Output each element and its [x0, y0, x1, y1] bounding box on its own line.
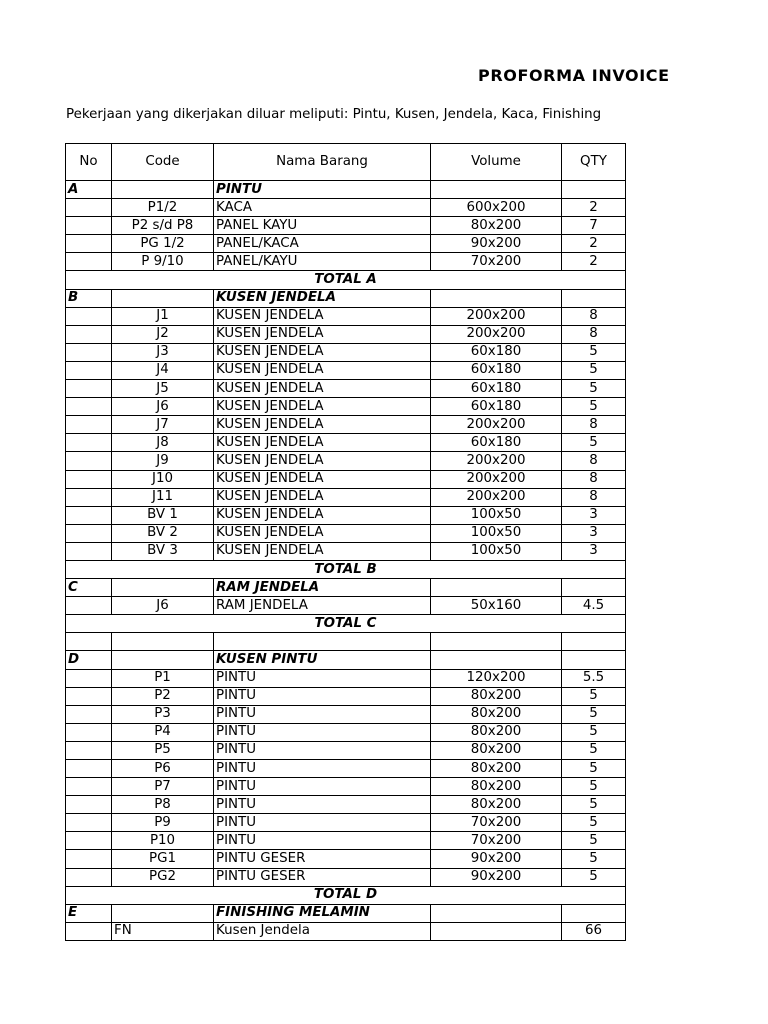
blank-row: [66, 633, 626, 651]
item-no: [66, 850, 112, 868]
table-row: [66, 868, 626, 886]
item-name: PINTU: [214, 832, 431, 850]
table-row: [66, 850, 626, 868]
item-code: J8: [112, 434, 214, 452]
blank-cell: [431, 633, 562, 651]
item-no: [66, 253, 112, 271]
table-row: [66, 380, 626, 398]
item-name: KUSEN JENDELA: [214, 470, 431, 488]
table-row: [66, 922, 626, 940]
item-no: [66, 868, 112, 886]
table-row: [66, 217, 626, 235]
total-row-c: [66, 615, 626, 633]
header-volume: Volume: [431, 144, 562, 181]
table-row: [66, 325, 626, 343]
item-code: J10: [112, 470, 214, 488]
item-code: P10: [112, 832, 214, 850]
item-name: KUSEN JENDELA: [214, 307, 431, 325]
item-qty: 5: [562, 868, 626, 886]
item-code: P9: [112, 814, 214, 832]
item-volume: 100x50: [431, 542, 562, 560]
section-row-e: [66, 904, 626, 922]
item-name: PANEL KAYU: [214, 217, 431, 235]
section-qty-empty: [562, 181, 626, 199]
item-volume: 80x200: [431, 687, 562, 705]
item-no: [66, 235, 112, 253]
table-row: [66, 452, 626, 470]
item-no: [66, 217, 112, 235]
item-code: P8: [112, 796, 214, 814]
item-name: KUSEN JENDELA: [214, 524, 431, 542]
item-code: PG2: [112, 868, 214, 886]
item-code: P1/2: [112, 199, 214, 217]
section-row-b: [66, 289, 626, 307]
section-qty-empty: [562, 289, 626, 307]
table-row: [66, 235, 626, 253]
item-code: BV 1: [112, 506, 214, 524]
item-code: J7: [112, 416, 214, 434]
item-code: FN: [112, 922, 214, 940]
item-name: KUSEN JENDELA: [214, 343, 431, 361]
item-code: P3: [112, 705, 214, 723]
total-label: TOTAL D: [66, 886, 626, 904]
item-volume: 80x200: [431, 760, 562, 778]
item-qty: 5: [562, 796, 626, 814]
item-volume: 100x50: [431, 524, 562, 542]
section-name: KUSEN PINTU: [214, 651, 431, 669]
item-qty: 5: [562, 705, 626, 723]
item-code: BV 3: [112, 542, 214, 560]
item-volume: 90x200: [431, 235, 562, 253]
item-code: P6: [112, 760, 214, 778]
section-name: RAM JENDELA: [214, 579, 431, 597]
item-no: [66, 524, 112, 542]
total-row-d: [66, 886, 626, 904]
item-volume: 90x200: [431, 850, 562, 868]
item-volume: 50x160: [431, 597, 562, 615]
item-qty: 2: [562, 235, 626, 253]
item-no: [66, 470, 112, 488]
table-body: [66, 181, 626, 941]
item-volume: 70x200: [431, 832, 562, 850]
item-volume: 60x180: [431, 398, 562, 416]
table-row: [66, 470, 626, 488]
blank-cell: [214, 633, 431, 651]
item-qty: 3: [562, 542, 626, 560]
item-qty: 8: [562, 488, 626, 506]
item-volume: 80x200: [431, 217, 562, 235]
item-code: J1: [112, 307, 214, 325]
item-qty: 3: [562, 524, 626, 542]
section-letter: B: [66, 289, 112, 307]
section-qty-empty: [562, 651, 626, 669]
section-code-empty: [112, 651, 214, 669]
item-name: KUSEN JENDELA: [214, 398, 431, 416]
item-name: PINTU GESER: [214, 868, 431, 886]
item-volume: 120x200: [431, 669, 562, 687]
item-volume: 600x200: [431, 199, 562, 217]
table-row: [66, 524, 626, 542]
item-volume: 80x200: [431, 796, 562, 814]
item-no: [66, 705, 112, 723]
item-no: [66, 380, 112, 398]
item-qty: 5: [562, 778, 626, 796]
item-no: [66, 778, 112, 796]
item-no: [66, 796, 112, 814]
table-row: [66, 307, 626, 325]
section-code-empty: [112, 289, 214, 307]
item-no: [66, 488, 112, 506]
section-letter: D: [66, 651, 112, 669]
item-no: [66, 597, 112, 615]
item-name: KUSEN JENDELA: [214, 506, 431, 524]
item-no: [66, 922, 112, 940]
item-volume: 200x200: [431, 325, 562, 343]
page-title: PROFORMA INVOICE: [478, 66, 670, 85]
invoice-table: [65, 143, 626, 941]
item-volume: 70x200: [431, 814, 562, 832]
item-qty: 8: [562, 416, 626, 434]
item-code: P 9/10: [112, 253, 214, 271]
total-row-b: [66, 560, 626, 578]
item-name: RAM JENDELA: [214, 597, 431, 615]
intro-text: Pekerjaan yang dikerjakan diluar meliputi: Pintu, Kusen, Jendela, Kaca, Finishing: [66, 107, 602, 122]
section-code-empty: [112, 904, 214, 922]
item-qty: 5: [562, 343, 626, 361]
item-qty: 8: [562, 307, 626, 325]
header-qty: QTY: [562, 144, 626, 181]
table-row: [66, 542, 626, 560]
item-no: [66, 325, 112, 343]
item-name: KUSEN JENDELA: [214, 416, 431, 434]
item-qty: 5: [562, 741, 626, 759]
item-no: [66, 669, 112, 687]
header-name: Nama Barang: [214, 144, 431, 181]
table-row: [66, 741, 626, 759]
item-code: P1: [112, 669, 214, 687]
item-volume: 60x180: [431, 343, 562, 361]
item-name: PINTU: [214, 741, 431, 759]
item-qty: 5: [562, 850, 626, 868]
item-code: J4: [112, 361, 214, 379]
item-name: PANEL/KAYU: [214, 253, 431, 271]
item-qty: 66: [562, 922, 626, 940]
item-code: J3: [112, 343, 214, 361]
table-row: [66, 434, 626, 452]
section-letter: E: [66, 904, 112, 922]
item-name: KUSEN JENDELA: [214, 361, 431, 379]
table-row: [66, 778, 626, 796]
item-qty: 5: [562, 814, 626, 832]
item-qty: 5: [562, 723, 626, 741]
item-name: PINTU: [214, 760, 431, 778]
section-code-empty: [112, 579, 214, 597]
table-row: [66, 832, 626, 850]
item-volume: 200x200: [431, 488, 562, 506]
blank-cell: [562, 633, 626, 651]
section-volume-empty: [431, 904, 562, 922]
table-row: [66, 361, 626, 379]
item-name: PINTU GESER: [214, 850, 431, 868]
item-code: J9: [112, 452, 214, 470]
section-letter: A: [66, 181, 112, 199]
item-no: [66, 687, 112, 705]
table-row: [66, 760, 626, 778]
section-name: FINISHING MELAMIN: [214, 904, 431, 922]
item-name: KUSEN JENDELA: [214, 488, 431, 506]
item-volume: 70x200: [431, 253, 562, 271]
table-row: [66, 796, 626, 814]
item-no: [66, 307, 112, 325]
item-name: PINTU: [214, 705, 431, 723]
item-name: PINTU: [214, 669, 431, 687]
item-qty: 2: [562, 199, 626, 217]
item-volume: 200x200: [431, 452, 562, 470]
header-row: [66, 144, 626, 181]
header-no: No: [66, 144, 112, 181]
section-row-d: [66, 651, 626, 669]
item-qty: 3: [562, 506, 626, 524]
item-code: BV 2: [112, 524, 214, 542]
table-row: [66, 398, 626, 416]
item-volume: 60x180: [431, 434, 562, 452]
item-qty: 5: [562, 434, 626, 452]
total-label: TOTAL B: [66, 560, 626, 578]
item-name: PINTU: [214, 687, 431, 705]
item-no: [66, 506, 112, 524]
table-row: [66, 199, 626, 217]
item-code: J2: [112, 325, 214, 343]
item-name: KUSEN JENDELA: [214, 434, 431, 452]
item-no: [66, 741, 112, 759]
total-row-a: [66, 271, 626, 289]
table-row: [66, 705, 626, 723]
table-row: [66, 687, 626, 705]
item-volume: 80x200: [431, 705, 562, 723]
item-code: J5: [112, 380, 214, 398]
item-no: [66, 434, 112, 452]
item-name: KACA: [214, 199, 431, 217]
item-qty: 5: [562, 687, 626, 705]
item-qty: 4.5: [562, 597, 626, 615]
item-volume: 90x200: [431, 868, 562, 886]
item-code: PG1: [112, 850, 214, 868]
table-row: [66, 253, 626, 271]
item-qty: 8: [562, 325, 626, 343]
table-row: [66, 597, 626, 615]
item-name: PANEL/KACA: [214, 235, 431, 253]
item-volume: 60x180: [431, 380, 562, 398]
item-volume: 100x50: [431, 506, 562, 524]
item-name: PINTU: [214, 796, 431, 814]
table-row: [66, 506, 626, 524]
item-code: P4: [112, 723, 214, 741]
table-row: [66, 723, 626, 741]
item-code: PG 1/2: [112, 235, 214, 253]
blank-cell: [112, 633, 214, 651]
item-no: [66, 814, 112, 832]
section-volume-empty: [431, 651, 562, 669]
total-label: TOTAL A: [66, 271, 626, 289]
item-volume: 200x200: [431, 470, 562, 488]
item-qty: 5: [562, 398, 626, 416]
item-volume: 200x200: [431, 307, 562, 325]
item-qty: 5: [562, 760, 626, 778]
item-code: P2 s/d P8: [112, 217, 214, 235]
section-qty-empty: [562, 579, 626, 597]
item-code: P2: [112, 687, 214, 705]
table-row: [66, 343, 626, 361]
section-row-c: [66, 579, 626, 597]
table-row: [66, 488, 626, 506]
table-row: [66, 814, 626, 832]
section-volume-empty: [431, 181, 562, 199]
item-name: KUSEN JENDELA: [214, 452, 431, 470]
item-name: KUSEN JENDELA: [214, 542, 431, 560]
item-no: [66, 832, 112, 850]
item-volume: [431, 922, 562, 940]
item-no: [66, 452, 112, 470]
item-code: P7: [112, 778, 214, 796]
item-volume: 200x200: [431, 416, 562, 434]
item-volume: 80x200: [431, 778, 562, 796]
item-volume: 80x200: [431, 741, 562, 759]
total-label: TOTAL C: [66, 615, 626, 633]
item-no: [66, 416, 112, 434]
item-code: P5: [112, 741, 214, 759]
item-name: PINTU: [214, 778, 431, 796]
item-name: KUSEN JENDELA: [214, 325, 431, 343]
item-qty: 8: [562, 452, 626, 470]
item-no: [66, 542, 112, 560]
header-code: Code: [112, 144, 214, 181]
item-no: [66, 723, 112, 741]
item-name: PINTU: [214, 814, 431, 832]
item-no: [66, 199, 112, 217]
section-volume-empty: [431, 579, 562, 597]
section-code-empty: [112, 181, 214, 199]
item-qty: 5: [562, 832, 626, 850]
item-no: [66, 760, 112, 778]
table-row: [66, 416, 626, 434]
section-letter: C: [66, 579, 112, 597]
table-row: [66, 669, 626, 687]
item-code: J6: [112, 398, 214, 416]
item-qty: 5: [562, 380, 626, 398]
item-no: [66, 398, 112, 416]
blank-cell: [66, 633, 112, 651]
item-qty: 5.5: [562, 669, 626, 687]
section-name: PINTU: [214, 181, 431, 199]
item-volume: 80x200: [431, 723, 562, 741]
item-name: Kusen Jendela: [214, 922, 431, 940]
item-volume: 60x180: [431, 361, 562, 379]
item-no: [66, 361, 112, 379]
item-name: PINTU: [214, 723, 431, 741]
item-qty: 7: [562, 217, 626, 235]
item-no: [66, 343, 112, 361]
section-name: KUSEN JENDELA: [214, 289, 431, 307]
section-volume-empty: [431, 289, 562, 307]
item-code: J6: [112, 597, 214, 615]
item-qty: 8: [562, 470, 626, 488]
item-qty: 5: [562, 361, 626, 379]
section-row-a: [66, 181, 626, 199]
item-code: J11: [112, 488, 214, 506]
item-name: KUSEN JENDELA: [214, 380, 431, 398]
section-qty-empty: [562, 904, 626, 922]
item-qty: 2: [562, 253, 626, 271]
